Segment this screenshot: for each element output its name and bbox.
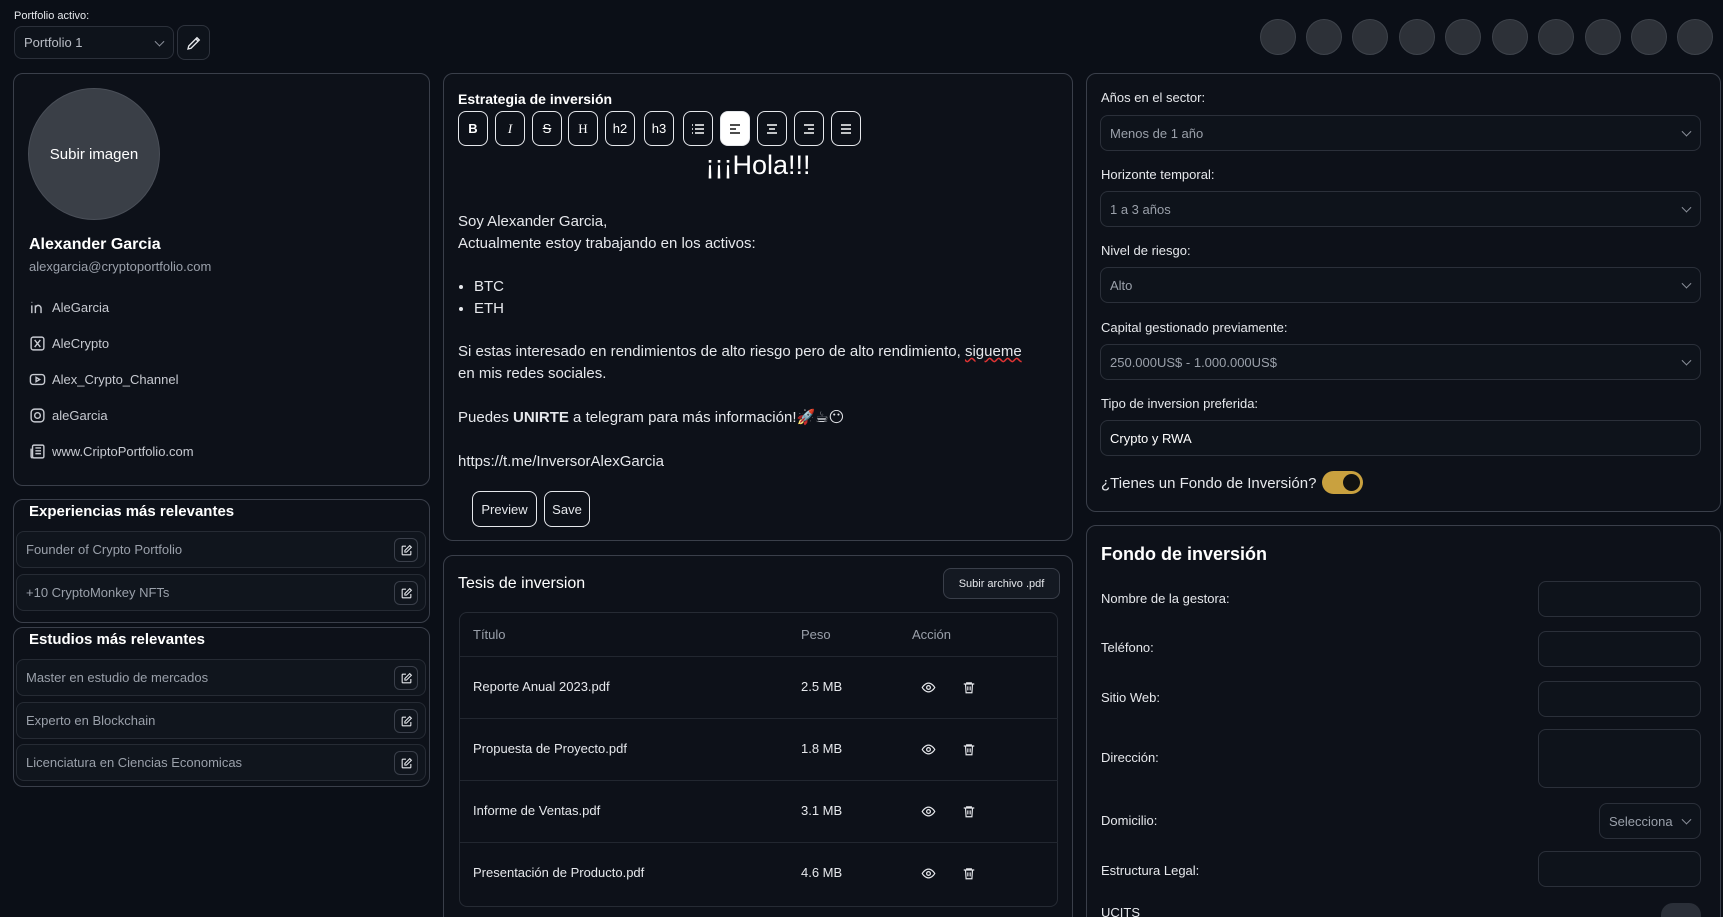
edit-icon[interactable]	[394, 751, 418, 775]
horizon-select[interactable]	[1100, 191, 1701, 227]
study-item[interactable]	[16, 744, 426, 781]
eye-icon[interactable]	[921, 804, 936, 819]
save-button[interactable]	[544, 491, 590, 527]
preview-label: Preview	[481, 501, 528, 517]
instagram-icon	[29, 407, 46, 424]
list-icon	[691, 123, 705, 135]
social-x-label: AleCrypto	[52, 336, 110, 351]
risk-label: Nivel de riesgo:	[1101, 243, 1191, 258]
col-title: Título	[473, 627, 506, 642]
editor-paragraph	[458, 407, 1058, 429]
social-linkedin-label: AleGarcia	[52, 300, 110, 315]
globe-icon[interactable]	[1445, 19, 1481, 55]
avatar-icon[interactable]	[1260, 19, 1296, 55]
chevron-down-icon	[1682, 279, 1692, 289]
address-input[interactable]	[1538, 729, 1701, 788]
align-center-icon	[766, 124, 778, 134]
edit-icon[interactable]	[394, 581, 418, 605]
edit-icon[interactable]	[394, 666, 418, 690]
align-right-icon	[803, 124, 815, 134]
risk-select[interactable]	[1100, 267, 1701, 303]
col-action: Acción	[912, 627, 952, 642]
mouse-icon[interactable]	[1631, 19, 1667, 55]
editor-heading[interactable]: ¡¡¡Hola!!!	[705, 150, 811, 180]
h2-button[interactable]	[605, 111, 635, 146]
strikethrough-label: S	[542, 121, 552, 136]
upload-image-label: Subir imagen	[49, 145, 139, 163]
editor-bold-text: UNIRTE	[513, 409, 569, 426]
studies-title: Estudios más relevantes	[29, 631, 205, 648]
ucits-label: UCITS	[1101, 905, 1140, 917]
social-youtube[interactable]	[29, 371, 178, 388]
italic-label: I	[507, 120, 513, 136]
profile-email: alexgarcia@cryptoportfolio.com	[29, 259, 212, 274]
legal-label: Estructura Legal:	[1101, 863, 1200, 878]
risk-value: Alto	[1110, 277, 1133, 293]
study-item-label: Experto en Blockchain	[26, 713, 156, 728]
edit-portfolio-button[interactable]	[177, 25, 210, 60]
social-website[interactable]	[29, 443, 194, 460]
experience-item[interactable]	[16, 574, 426, 611]
capital-value: 250.000US$ - 1.000.000US$	[1110, 354, 1277, 370]
file-name: Presentación de Producto.pdf	[473, 865, 645, 880]
years-label: Años en el sector:	[1101, 90, 1206, 105]
file-name: Propuesta de Proyecto.pdf	[473, 741, 627, 756]
years-select[interactable]	[1100, 115, 1701, 151]
strategy-title: Estrategia de inversión	[458, 91, 613, 107]
ucits-toggle[interactable]	[1661, 903, 1701, 917]
strikethrough-button[interactable]	[532, 111, 562, 146]
edit-icon[interactable]	[394, 709, 418, 733]
list-button[interactable]	[683, 111, 713, 146]
chevron-down-icon	[155, 36, 165, 46]
telegram-link: https://t.me/InversorAlexGarcia	[458, 453, 664, 470]
table-row	[460, 656, 1058, 718]
chevron-down-icon	[1682, 203, 1692, 213]
experience-item-label: +10 CryptoMonkey NFTs	[26, 585, 170, 600]
heading-button[interactable]	[568, 111, 598, 146]
editor-text: a telegram para más información!🚀☕😶	[568, 409, 845, 426]
file-size: 1.8 MB	[801, 741, 843, 756]
coin-icon[interactable]	[1399, 19, 1435, 55]
horizon-label: Horizonte temporal:	[1101, 167, 1215, 182]
type-value: Crypto y RWA	[1110, 430, 1192, 446]
align-left-button[interactable]	[720, 111, 750, 146]
editor-text: Puedes	[458, 409, 514, 426]
justify-icon	[840, 124, 852, 134]
toggle-knob	[1343, 474, 1360, 491]
editor-bullet: • BTC	[474, 276, 1058, 298]
manager-input[interactable]	[1538, 581, 1701, 617]
fund-title: Fondo de inversión	[1101, 544, 1268, 564]
editor-line: en mis redes sociales.	[458, 365, 607, 382]
domicile-label: Domicilio:	[1101, 813, 1158, 828]
x-icon	[29, 335, 46, 352]
experiences-title: Experiencias más relevantes	[29, 503, 235, 520]
edit-icon[interactable]	[394, 538, 418, 562]
study-item[interactable]	[16, 702, 426, 739]
fund-question: ¿Tienes un Fondo de Inversión?	[1101, 475, 1317, 492]
editor-paragraph	[458, 341, 1058, 363]
save-label: Save	[552, 501, 582, 517]
trash-icon[interactable]	[962, 680, 976, 695]
person-icon[interactable]	[1492, 19, 1528, 55]
capital-label: Capital gestionado previamente:	[1101, 320, 1288, 335]
phone-input[interactable]	[1538, 631, 1701, 667]
upload-pdf-button[interactable]	[943, 568, 1060, 599]
chevron-down-icon	[1682, 356, 1692, 366]
youtube-icon	[29, 371, 46, 388]
bold-button[interactable]	[458, 111, 488, 146]
type-label: Tipo de inversion preferida:	[1101, 396, 1259, 411]
align-left-icon	[729, 124, 741, 134]
manager-label: Nombre de la gestora:	[1101, 591, 1230, 606]
social-instagram-label: aleGarcia	[52, 408, 108, 423]
capital-select[interactable]	[1100, 344, 1701, 380]
leaf-icon[interactable]	[1677, 19, 1713, 55]
social-linkedin[interactable]	[29, 299, 109, 316]
preview-button[interactable]	[472, 491, 537, 527]
horizon-value: 1 a 3 años	[1110, 201, 1171, 217]
trash-icon[interactable]	[962, 742, 976, 757]
justify-button[interactable]	[831, 111, 861, 146]
domicile-placeholder: Selecciona	[1609, 813, 1673, 829]
align-right-button[interactable]	[794, 111, 824, 146]
trash-icon[interactable]	[962, 866, 976, 881]
portfolio-label: Portfolio activo:	[14, 10, 90, 22]
editor-bullet: • ETH	[474, 298, 1058, 320]
file-size: 2.5 MB	[801, 679, 843, 694]
col-size: Peso	[801, 627, 831, 642]
heading-label: H	[578, 120, 588, 136]
chevron-down-icon	[1682, 815, 1692, 825]
social-x[interactable]	[29, 335, 109, 352]
phone-label: Teléfono:	[1101, 640, 1154, 655]
file-size: 3.1 MB	[801, 803, 843, 818]
editor-line: Actualmente estoy trabajando en los activos:	[458, 235, 756, 252]
domicile-select[interactable]	[1599, 803, 1701, 839]
h3-button[interactable]	[644, 111, 674, 146]
pencil-icon	[185, 34, 203, 52]
table-row	[460, 842, 1058, 905]
editor-content[interactable]	[458, 211, 1058, 473]
bull-icon[interactable]	[1306, 19, 1342, 55]
study-item[interactable]	[16, 659, 426, 696]
table-row	[460, 780, 1058, 842]
experience-item[interactable]	[16, 531, 426, 568]
study-item-label: Licenciatura en Ciencias Economicas	[26, 755, 243, 770]
address-label: Dirección:	[1101, 750, 1159, 765]
web-input[interactable]	[1538, 681, 1701, 717]
social-website-label: www.CriptoPortfolio.com	[52, 444, 194, 459]
experience-item-label: Founder of Crypto Portfolio	[26, 542, 183, 557]
study-item-label: Master en estudio de mercados	[26, 670, 209, 685]
upload-pdf-label: Subir archivo .pdf	[958, 577, 1045, 590]
portfolio-select-value: Portfolio 1	[24, 35, 83, 50]
years-value: Menos de 1 año	[1110, 125, 1204, 141]
eye-icon[interactable]	[921, 742, 936, 757]
linkedin-icon	[29, 299, 46, 316]
h2-label: h2	[612, 121, 628, 136]
table-row	[460, 718, 1058, 780]
social-youtube-label: Alex_Crypto_Channel	[52, 372, 179, 387]
web-label: Sitio Web:	[1101, 690, 1161, 705]
editor-line: Soy Alexander Garcia,	[458, 213, 608, 230]
italic-button[interactable]	[495, 111, 525, 146]
chevron-down-icon	[1682, 127, 1692, 137]
profile-name: Alexander Garcia	[29, 236, 161, 253]
align-center-button[interactable]	[757, 111, 787, 146]
calendar-icon[interactable]	[1585, 19, 1621, 55]
type-input[interactable]	[1100, 420, 1701, 456]
legal-input[interactable]	[1538, 851, 1701, 887]
exchange-icon[interactable]	[1352, 19, 1388, 55]
editor-text: Si estas interesado en rendimientos de alto riesgo pero de alto rendimiento,	[458, 343, 965, 360]
fund-toggle[interactable]	[1322, 471, 1363, 494]
trash-icon[interactable]	[962, 804, 976, 819]
upload-image-button[interactable]	[28, 88, 160, 220]
thesis-title: Tesis de inversion	[458, 575, 586, 592]
eye-icon[interactable]	[921, 866, 936, 881]
eye-icon[interactable]	[921, 680, 936, 695]
h3-label: h3	[651, 121, 667, 136]
file-name: Reporte Anual 2023.pdf	[473, 679, 610, 694]
file-name: Informe de Ventas.pdf	[473, 803, 601, 818]
misspelled-word: sigueme	[964, 343, 1022, 360]
social-instagram[interactable]	[29, 407, 108, 424]
portfolio-select[interactable]	[14, 26, 174, 59]
file-size: 4.6 MB	[801, 865, 843, 880]
bold-label: B	[468, 121, 478, 136]
bars-icon[interactable]	[1538, 19, 1574, 55]
newspaper-icon	[29, 443, 46, 460]
